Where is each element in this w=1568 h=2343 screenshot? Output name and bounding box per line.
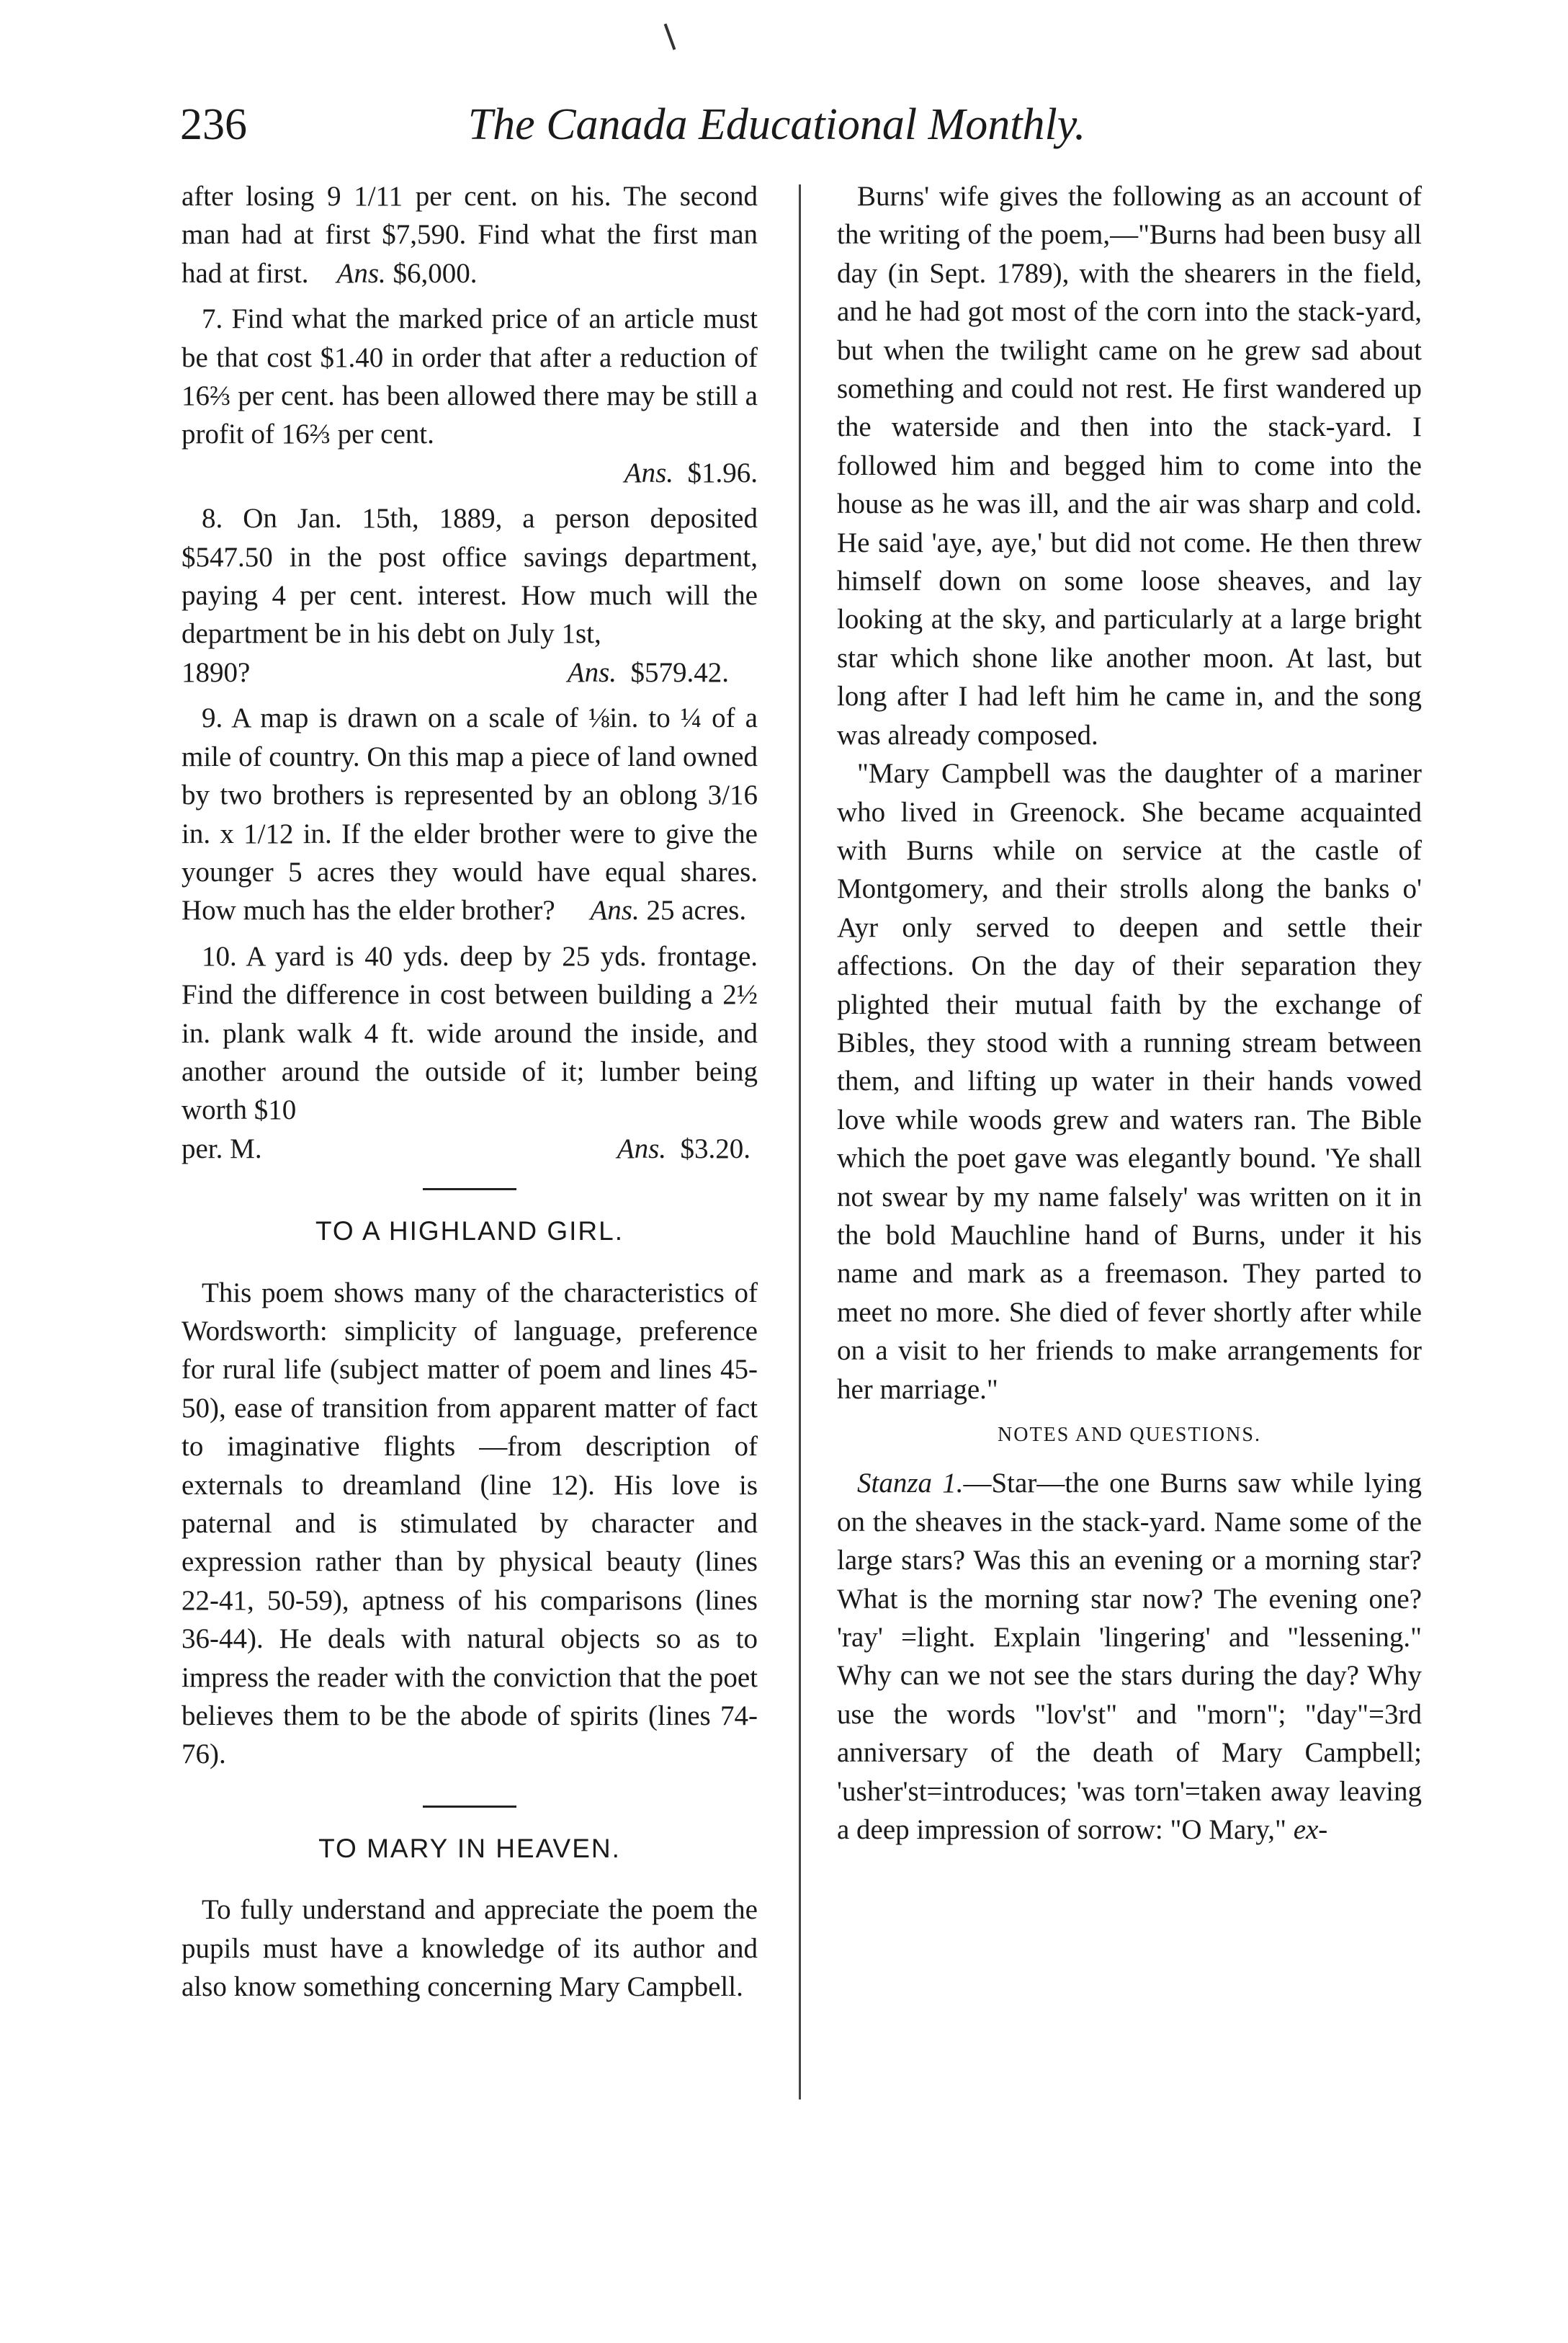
mary-campbell-paragraph: "Mary Campbell was the daughter of a mariner who lived in Greenock. She became acquainted with Burns while on service at the castle of Montgomery, and their strolls along the banks o' Ayr only served to deepen and settle their affections. On the day of their separation they plighted their mutual faith by the exchange of Bibles, they stood with a running stream between them, and lifting up water in their hands vowed love while woods grew and waters ran. The Bible which the poet gave was elegantly bound. 'Ye shall not swear by my name falsely' was written on it in the bold Mauchline hand of Burns, under it his name and mark as a freemason. They parted to meet no more. She died of fever shortly after while on a visit to her friends to make arrangements for her marriage." xyxy=(837,758,1422,1405)
section-rule xyxy=(423,1188,516,1190)
problem-8-answer: 1890? Ans. $579.42. xyxy=(182,656,729,688)
burns-wife-account: Burns' wife gives the following as an account of the writing of the poem,—"Burns had been busy all day (in Sept. 1789), with the shearers in the field, and he had got most of the corn into the stack-yard, but when the twilight came on he grew sad about something and could not rest. He first wandered up the waterside and then into the stack-yard. I followed him and begged him to come into the house as he was ill, and the air was sharp and cold. He said 'aye, aye,' but did not come. He then threw himself down on some loose sheaves, and lay looking at the sky, and particularly at a large bright star which shone like another moon. At last, but long after I had left him he came in, and the song was already composed. xyxy=(837,181,1422,751)
left-column xyxy=(182,177,758,2006)
answer-label: Ans. xyxy=(336,257,386,289)
page-number: 236 xyxy=(180,100,247,149)
problem-10-answer: per. M. Ans. $3.20. xyxy=(182,1133,751,1164)
section-rule xyxy=(423,1806,516,1808)
journal-title: The Canada Educational Monthly. xyxy=(467,100,1086,149)
notes-questions-heading: NOTES AND QUESTIONS. xyxy=(998,1424,1261,1446)
heading-highland-girl: TO A HIGHLAND GIRL. xyxy=(315,1216,624,1246)
highland-girl-paragraph: This poem shows many of the characteristics of Wordsworth: simplicity of language, preference for rural life (subject matter of poem and lines 45-50), ease of transition from apparent matter of fact to imaginative flights —from description of externals to dreamland (line 12). His love is paternal and is stimulated by character and expression rather than by physical beauty (lines 22-41, 50-59), aptness of his comparisons (lines 36-44). He deals with natural objects so as to impress the reader with the conviction that the poet believes them to be the abode of spirits (lines 74-76). xyxy=(182,1277,758,1770)
column-divider xyxy=(799,184,801,2099)
answer-value: $6,000. xyxy=(393,257,478,289)
heading-mary-in-heaven: TO MARY IN HEAVEN. xyxy=(318,1833,621,1863)
problem-8: 8. On Jan. 15th, 1889, a person deposited $547.50 in the post office savings department, paying 4 per cent. interest. How much will the department be in his debt on July 1st, xyxy=(182,503,758,650)
problem-7-answer: Ans. $1.96. xyxy=(624,457,758,488)
stray-mark xyxy=(664,23,676,50)
page-header xyxy=(180,99,1374,164)
problem-10: 10. A yard is 40 yds. deep by 25 yds. frontage. Find the difference in cost between building a 2½ in. plank walk 4 ft. wide around the inside, and another around the outside of it; lumber being worth $10 xyxy=(182,940,758,1126)
right-column xyxy=(837,177,1422,1849)
stanza-notes: Stanza 1.—Star—the one Burns saw while lying on the sheaves in the stack-yard. Name some of the large stars? Was this an evening or a morning star? What is the morning star now? The evening one? 'ray' =light. Explain 'lingering' and "lessening." Why can we not see the stars during the day? Why use the words "lov'st" and "morn"; "day"=3rd anniversary of the death of Mary Campbell; 'usher'st=introduces; 'was torn'=taken away leaving a deep impression of sorrow: "O Mary," ex- xyxy=(837,1468,1422,1846)
problem-6-end: after losing 9 1/11 per cent. on his. The second man had at first $7,590. Find what the first man had at first. Ans. $6,000. xyxy=(182,181,758,289)
problem-9: 9. A map is drawn on a scale of ⅛in. to ¼ of a mile of country. On this map a piece of land owned by two brothers is represented by an oblong 3/16 in. x 1/12 in. If the elder brother were to give the younger 5 acres they would have equal shares. How much has the elder brother? Ans. 25 acres. xyxy=(182,702,758,927)
problem-7: 7. Find what the marked price of an article must be that cost $1.40 in order that after a reduction of 16⅔ per cent. has been allowed there may be still a profit of 16⅔ per cent. xyxy=(182,303,758,450)
stanza-label: Stanza 1. xyxy=(857,1468,964,1499)
mary-in-heaven-paragraph: To fully understand and appreciate the poem the pupils must have a knowledge of its author and also know something concerning Mary Campbell. xyxy=(182,1894,758,2003)
